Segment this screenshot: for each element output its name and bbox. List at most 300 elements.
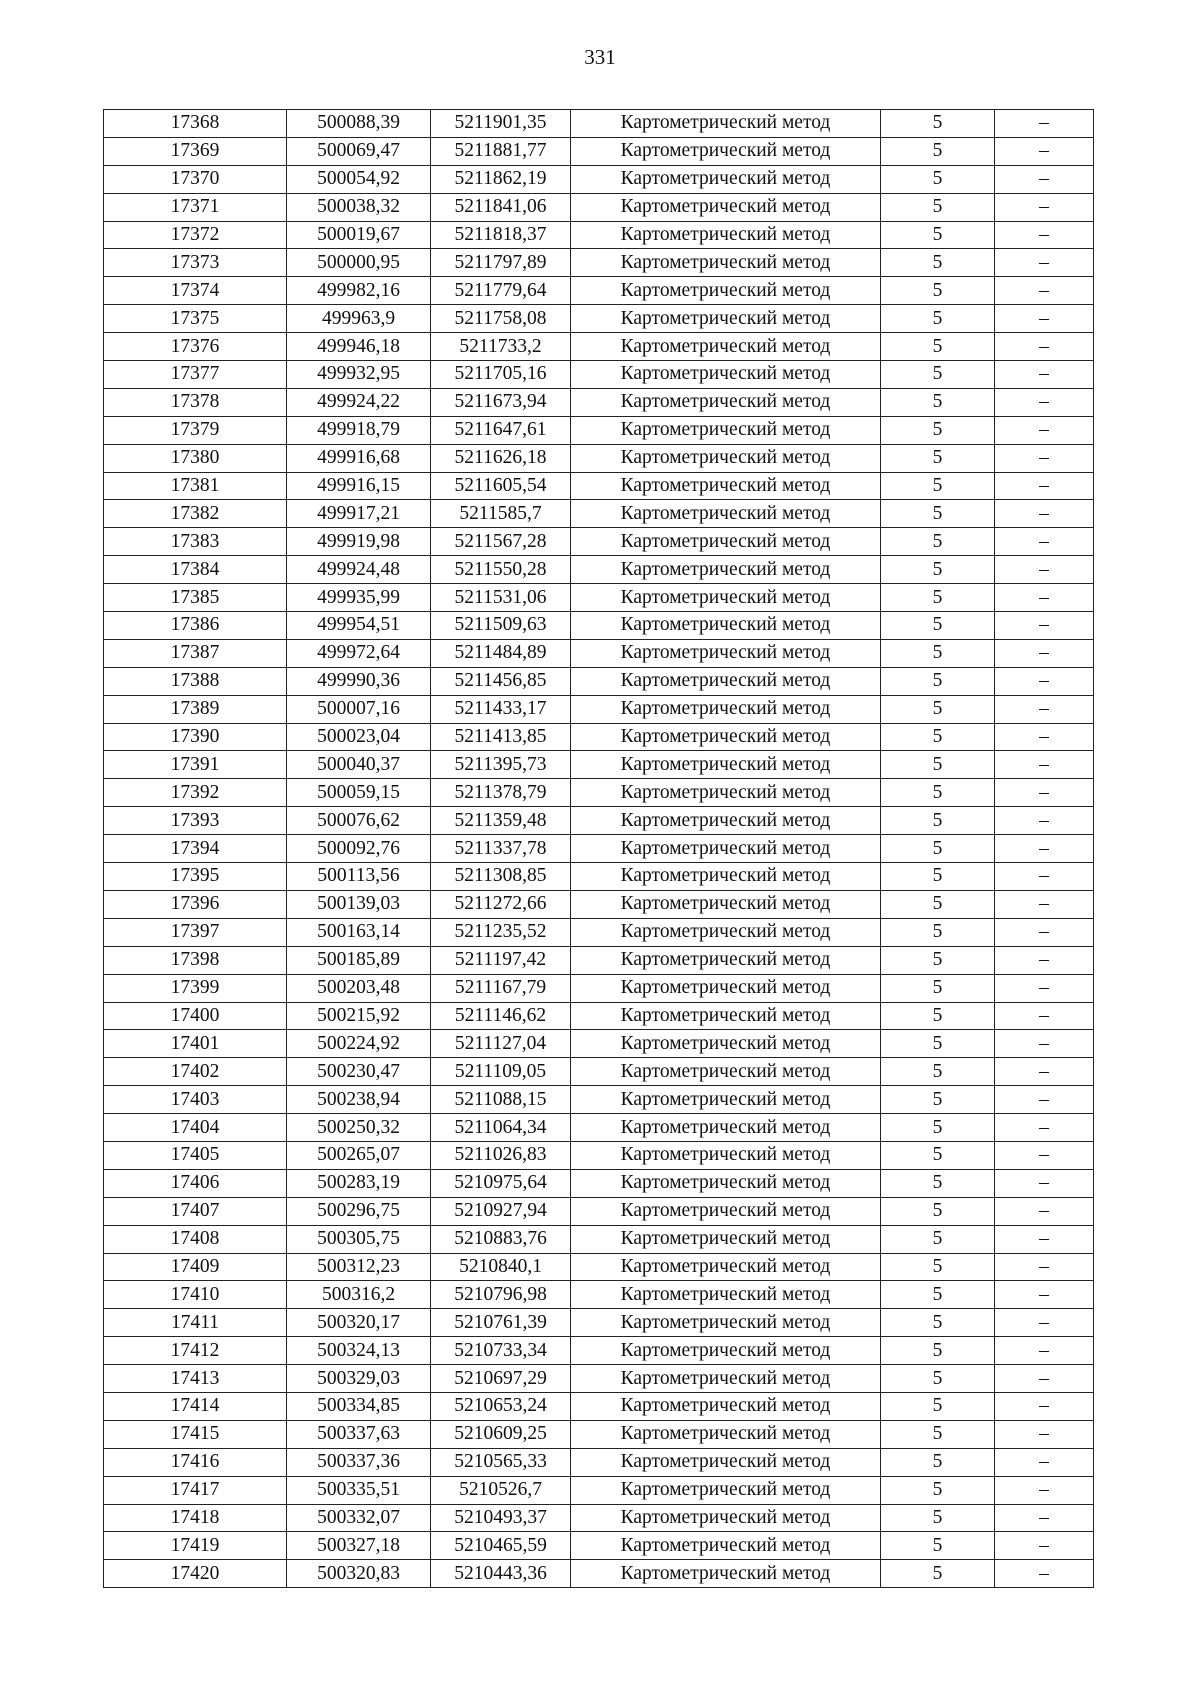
point-number-cell: 17417: [104, 1476, 287, 1504]
method-cell: Картометрический метод: [571, 1169, 881, 1197]
note-cell: –: [995, 1141, 1094, 1169]
table-row: [104, 918, 1094, 946]
y-coordinate-cell: 5211567,28: [431, 528, 571, 556]
x-coordinate-cell: 499919,98: [287, 528, 431, 556]
method-cell: Картометрический метод: [571, 1197, 881, 1225]
y-coordinate-cell: 5211626,18: [431, 444, 571, 472]
y-coordinate-cell: 5211109,05: [431, 1058, 571, 1086]
method-cell: Картометрический метод: [571, 528, 881, 556]
x-coordinate-cell: 499990,36: [287, 667, 431, 695]
table-row: [104, 946, 1094, 974]
point-number-cell: 17386: [104, 612, 287, 640]
method-cell: Картометрический метод: [571, 1002, 881, 1030]
y-coordinate-cell: 5211881,77: [431, 137, 571, 165]
y-coordinate-cell: 5211758,08: [431, 305, 571, 333]
note-cell: –: [995, 110, 1094, 138]
method-cell: Картометрический метод: [571, 695, 881, 723]
point-number-cell: 17379: [104, 416, 287, 444]
method-cell: Картометрический метод: [571, 863, 881, 891]
y-coordinate-cell: 5210883,76: [431, 1225, 571, 1253]
x-coordinate-cell: 500305,75: [287, 1225, 431, 1253]
table-row: [104, 584, 1094, 612]
x-coordinate-cell: 500038,32: [287, 193, 431, 221]
table-row: [104, 807, 1094, 835]
table-row: [104, 1448, 1094, 1476]
point-number-cell: 17409: [104, 1253, 287, 1281]
point-number-cell: 17404: [104, 1114, 287, 1142]
y-coordinate-cell: 5211705,16: [431, 361, 571, 389]
note-cell: –: [995, 1030, 1094, 1058]
y-coordinate-cell: 5211127,04: [431, 1030, 571, 1058]
method-cell: Картометрический метод: [571, 361, 881, 389]
y-coordinate-cell: 5211167,79: [431, 974, 571, 1002]
table-row: [104, 751, 1094, 779]
y-coordinate-cell: 5211901,35: [431, 110, 571, 138]
table-row: [104, 444, 1094, 472]
x-coordinate-cell: 500113,56: [287, 863, 431, 891]
table-row: [104, 1476, 1094, 1504]
table-row: [104, 1365, 1094, 1393]
note-cell: –: [995, 249, 1094, 277]
accuracy-cell: 5: [881, 1114, 995, 1142]
accuracy-cell: 5: [881, 863, 995, 891]
note-cell: –: [995, 1309, 1094, 1337]
note-cell: –: [995, 1253, 1094, 1281]
point-number-cell: 17402: [104, 1058, 287, 1086]
table-row: [104, 137, 1094, 165]
x-coordinate-cell: 499954,51: [287, 612, 431, 640]
method-cell: Картометрический метод: [571, 1086, 881, 1114]
x-coordinate-cell: 499917,21: [287, 500, 431, 528]
note-cell: –: [995, 1504, 1094, 1532]
note-cell: –: [995, 333, 1094, 361]
note-cell: –: [995, 612, 1094, 640]
y-coordinate-cell: 5211779,64: [431, 277, 571, 305]
accuracy-cell: 5: [881, 1365, 995, 1393]
x-coordinate-cell: 500007,16: [287, 695, 431, 723]
table-row: [104, 1169, 1094, 1197]
y-coordinate-cell: 5210565,33: [431, 1448, 571, 1476]
note-cell: –: [995, 500, 1094, 528]
y-coordinate-cell: 5211841,06: [431, 193, 571, 221]
point-number-cell: 17400: [104, 1002, 287, 1030]
point-number-cell: 17399: [104, 974, 287, 1002]
note-cell: –: [995, 305, 1094, 333]
point-number-cell: 17390: [104, 723, 287, 751]
method-cell: Картометрический метод: [571, 416, 881, 444]
table-row: [104, 890, 1094, 918]
accuracy-cell: 5: [881, 695, 995, 723]
accuracy-cell: 5: [881, 751, 995, 779]
y-coordinate-cell: 5211456,85: [431, 667, 571, 695]
point-number-cell: 17407: [104, 1197, 287, 1225]
point-number-cell: 17396: [104, 890, 287, 918]
y-coordinate-cell: 5211235,52: [431, 918, 571, 946]
method-cell: Картометрический метод: [571, 974, 881, 1002]
point-number-cell: 17411: [104, 1309, 287, 1337]
table-row: [104, 416, 1094, 444]
point-number-cell: 17374: [104, 277, 287, 305]
table-body: [104, 110, 1094, 1588]
method-cell: Картометрический метод: [571, 946, 881, 974]
point-number-cell: 17416: [104, 1448, 287, 1476]
note-cell: –: [995, 890, 1094, 918]
table-row: [104, 277, 1094, 305]
x-coordinate-cell: 500185,89: [287, 946, 431, 974]
point-number-cell: 17413: [104, 1365, 287, 1393]
note-cell: –: [995, 974, 1094, 1002]
accuracy-cell: 5: [881, 1058, 995, 1086]
y-coordinate-cell: 5211509,63: [431, 612, 571, 640]
method-cell: Картометрический метод: [571, 918, 881, 946]
point-number-cell: 17415: [104, 1420, 287, 1448]
point-number-cell: 17398: [104, 946, 287, 974]
accuracy-cell: 5: [881, 305, 995, 333]
method-cell: Картометрический метод: [571, 1476, 881, 1504]
x-coordinate-cell: 499963,9: [287, 305, 431, 333]
point-number-cell: 17377: [104, 361, 287, 389]
method-cell: Картометрический метод: [571, 1337, 881, 1365]
x-coordinate-cell: 500040,37: [287, 751, 431, 779]
method-cell: Картометрический метод: [571, 333, 881, 361]
y-coordinate-cell: 5210443,36: [431, 1560, 571, 1588]
point-number-cell: 17381: [104, 472, 287, 500]
x-coordinate-cell: 499916,15: [287, 472, 431, 500]
method-cell: Картометрический метод: [571, 110, 881, 138]
table-row: [104, 1002, 1094, 1030]
accuracy-cell: 5: [881, 1532, 995, 1560]
table-row: [104, 165, 1094, 193]
x-coordinate-cell: 500076,62: [287, 807, 431, 835]
x-coordinate-cell: 500327,18: [287, 1532, 431, 1560]
x-coordinate-cell: 500283,19: [287, 1169, 431, 1197]
accuracy-cell: 5: [881, 249, 995, 277]
point-number-cell: 17401: [104, 1030, 287, 1058]
note-cell: –: [995, 1448, 1094, 1476]
point-number-cell: 17388: [104, 667, 287, 695]
point-number-cell: 17376: [104, 333, 287, 361]
accuracy-cell: 5: [881, 221, 995, 249]
method-cell: Картометрический метод: [571, 667, 881, 695]
x-coordinate-cell: 499916,68: [287, 444, 431, 472]
point-number-cell: 17412: [104, 1337, 287, 1365]
y-coordinate-cell: 5211378,79: [431, 779, 571, 807]
note-cell: –: [995, 751, 1094, 779]
method-cell: Картометрический метод: [571, 1114, 881, 1142]
y-coordinate-cell: 5211673,94: [431, 388, 571, 416]
y-coordinate-cell: 5211605,54: [431, 472, 571, 500]
note-cell: –: [995, 639, 1094, 667]
y-coordinate-cell: 5210526,7: [431, 1476, 571, 1504]
x-coordinate-cell: 500088,39: [287, 110, 431, 138]
note-cell: –: [995, 1365, 1094, 1393]
note-cell: –: [995, 472, 1094, 500]
accuracy-cell: 5: [881, 1225, 995, 1253]
point-number-cell: 17397: [104, 918, 287, 946]
accuracy-cell: 5: [881, 1476, 995, 1504]
y-coordinate-cell: 5210653,24: [431, 1392, 571, 1420]
note-cell: –: [995, 1002, 1094, 1030]
method-cell: Картометрический метод: [571, 388, 881, 416]
table-row: [104, 1058, 1094, 1086]
point-number-cell: 17392: [104, 779, 287, 807]
x-coordinate-cell: 499972,64: [287, 639, 431, 667]
y-coordinate-cell: 5211026,83: [431, 1141, 571, 1169]
note-cell: –: [995, 723, 1094, 751]
y-coordinate-cell: 5211272,66: [431, 890, 571, 918]
note-cell: –: [995, 863, 1094, 891]
x-coordinate-cell: 500329,03: [287, 1365, 431, 1393]
x-coordinate-cell: 500320,83: [287, 1560, 431, 1588]
point-number-cell: 17387: [104, 639, 287, 667]
method-cell: Картометрический метод: [571, 1392, 881, 1420]
note-cell: –: [995, 779, 1094, 807]
table-row: [104, 1281, 1094, 1309]
accuracy-cell: 5: [881, 918, 995, 946]
y-coordinate-cell: 5211550,28: [431, 556, 571, 584]
y-coordinate-cell: 5211308,85: [431, 863, 571, 891]
method-cell: Картометрический метод: [571, 221, 881, 249]
method-cell: Картометрический метод: [571, 305, 881, 333]
x-coordinate-cell: 500265,07: [287, 1141, 431, 1169]
method-cell: Картометрический метод: [571, 751, 881, 779]
y-coordinate-cell: 5211433,17: [431, 695, 571, 723]
x-coordinate-cell: 499982,16: [287, 277, 431, 305]
x-coordinate-cell: 500238,94: [287, 1086, 431, 1114]
x-coordinate-cell: 500334,85: [287, 1392, 431, 1420]
accuracy-cell: 5: [881, 612, 995, 640]
point-number-cell: 17370: [104, 165, 287, 193]
point-number-cell: 17380: [104, 444, 287, 472]
accuracy-cell: 5: [881, 193, 995, 221]
point-number-cell: 17384: [104, 556, 287, 584]
note-cell: –: [995, 165, 1094, 193]
accuracy-cell: 5: [881, 416, 995, 444]
point-number-cell: 17389: [104, 695, 287, 723]
method-cell: Картометрический метод: [571, 1560, 881, 1588]
x-coordinate-cell: 500092,76: [287, 835, 431, 863]
table-row: [104, 1197, 1094, 1225]
method-cell: Картометрический метод: [571, 1504, 881, 1532]
method-cell: Картометрический метод: [571, 277, 881, 305]
note-cell: –: [995, 1560, 1094, 1588]
table-row: [104, 333, 1094, 361]
y-coordinate-cell: 5211197,42: [431, 946, 571, 974]
accuracy-cell: 5: [881, 1253, 995, 1281]
x-coordinate-cell: 500203,48: [287, 974, 431, 1002]
note-cell: –: [995, 556, 1094, 584]
accuracy-cell: 5: [881, 1169, 995, 1197]
table-row: [104, 1309, 1094, 1337]
accuracy-cell: 5: [881, 807, 995, 835]
table-row: [104, 1030, 1094, 1058]
x-coordinate-cell: 500059,15: [287, 779, 431, 807]
table-row: [104, 667, 1094, 695]
accuracy-cell: 5: [881, 1448, 995, 1476]
point-number-cell: 17419: [104, 1532, 287, 1560]
table-row: [104, 723, 1094, 751]
note-cell: –: [995, 1225, 1094, 1253]
note-cell: –: [995, 1392, 1094, 1420]
table-row: [104, 1225, 1094, 1253]
method-cell: Картометрический метод: [571, 556, 881, 584]
note-cell: –: [995, 1337, 1094, 1365]
x-coordinate-cell: 500332,07: [287, 1504, 431, 1532]
page-number: 331: [584, 45, 616, 69]
method-cell: Картометрический метод: [571, 1058, 881, 1086]
accuracy-cell: 5: [881, 165, 995, 193]
method-cell: Картометрический метод: [571, 500, 881, 528]
table-row: [104, 528, 1094, 556]
accuracy-cell: 5: [881, 779, 995, 807]
x-coordinate-cell: 500316,2: [287, 1281, 431, 1309]
x-coordinate-cell: 500312,23: [287, 1253, 431, 1281]
table-row: [104, 974, 1094, 1002]
accuracy-cell: 5: [881, 1392, 995, 1420]
x-coordinate-cell: 500337,36: [287, 1448, 431, 1476]
x-coordinate-cell: 500000,95: [287, 249, 431, 277]
x-coordinate-cell: 500139,03: [287, 890, 431, 918]
y-coordinate-cell: 5211359,48: [431, 807, 571, 835]
note-cell: –: [995, 528, 1094, 556]
point-number-cell: 17391: [104, 751, 287, 779]
y-coordinate-cell: 5211797,89: [431, 249, 571, 277]
method-cell: Картометрический метод: [571, 1225, 881, 1253]
x-coordinate-cell: 499924,48: [287, 556, 431, 584]
table-row: [104, 1420, 1094, 1448]
x-coordinate-cell: 500337,63: [287, 1420, 431, 1448]
point-number-cell: 17408: [104, 1225, 287, 1253]
note-cell: –: [995, 1197, 1094, 1225]
accuracy-cell: 5: [881, 500, 995, 528]
note-cell: –: [995, 695, 1094, 723]
point-number-cell: 17371: [104, 193, 287, 221]
y-coordinate-cell: 5211088,15: [431, 1086, 571, 1114]
point-number-cell: 17393: [104, 807, 287, 835]
accuracy-cell: 5: [881, 890, 995, 918]
table-row: [104, 1504, 1094, 1532]
note-cell: –: [995, 584, 1094, 612]
note-cell: –: [995, 193, 1094, 221]
point-number-cell: 17403: [104, 1086, 287, 1114]
method-cell: Картометрический метод: [571, 1030, 881, 1058]
note-cell: –: [995, 1476, 1094, 1504]
table-row: [104, 779, 1094, 807]
note-cell: –: [995, 1420, 1094, 1448]
y-coordinate-cell: 5211862,19: [431, 165, 571, 193]
accuracy-cell: 5: [881, 1337, 995, 1365]
point-number-cell: 17375: [104, 305, 287, 333]
accuracy-cell: 5: [881, 1309, 995, 1337]
table-row: [104, 1086, 1094, 1114]
method-cell: Картометрический метод: [571, 779, 881, 807]
x-coordinate-cell: 500069,47: [287, 137, 431, 165]
method-cell: Картометрический метод: [571, 249, 881, 277]
note-cell: –: [995, 667, 1094, 695]
table-row: [104, 835, 1094, 863]
note-cell: –: [995, 1086, 1094, 1114]
point-number-cell: 17373: [104, 249, 287, 277]
table-row: [104, 1114, 1094, 1142]
table-row: [104, 193, 1094, 221]
accuracy-cell: 5: [881, 137, 995, 165]
note-cell: –: [995, 1532, 1094, 1560]
accuracy-cell: 5: [881, 723, 995, 751]
y-coordinate-cell: 5211413,85: [431, 723, 571, 751]
table-row: [104, 612, 1094, 640]
x-coordinate-cell: 500320,17: [287, 1309, 431, 1337]
x-coordinate-cell: 500054,92: [287, 165, 431, 193]
point-number-cell: 17406: [104, 1169, 287, 1197]
method-cell: Картометрический метод: [571, 1448, 881, 1476]
table-row: [104, 1532, 1094, 1560]
accuracy-cell: 5: [881, 639, 995, 667]
note-cell: –: [995, 1114, 1094, 1142]
x-coordinate-cell: 500250,32: [287, 1114, 431, 1142]
accuracy-cell: 5: [881, 974, 995, 1002]
x-coordinate-cell: 500224,92: [287, 1030, 431, 1058]
y-coordinate-cell: 5211531,06: [431, 584, 571, 612]
method-cell: Картометрический метод: [571, 584, 881, 612]
method-cell: Картометрический метод: [571, 723, 881, 751]
y-coordinate-cell: 5211064,34: [431, 1114, 571, 1142]
table-row: [104, 500, 1094, 528]
x-coordinate-cell: 499932,95: [287, 361, 431, 389]
note-cell: –: [995, 277, 1094, 305]
accuracy-cell: 5: [881, 1030, 995, 1058]
method-cell: Картометрический метод: [571, 639, 881, 667]
accuracy-cell: 5: [881, 361, 995, 389]
table-row: [104, 388, 1094, 416]
y-coordinate-cell: 5211395,73: [431, 751, 571, 779]
table-row: [104, 556, 1094, 584]
point-number-cell: 17378: [104, 388, 287, 416]
x-coordinate-cell: 500335,51: [287, 1476, 431, 1504]
table-row: [104, 1392, 1094, 1420]
x-coordinate-cell: 499935,99: [287, 584, 431, 612]
method-cell: Картометрический метод: [571, 890, 881, 918]
point-number-cell: 17383: [104, 528, 287, 556]
table-row: [104, 1141, 1094, 1169]
x-coordinate-cell: 500215,92: [287, 1002, 431, 1030]
table-row: [104, 1337, 1094, 1365]
point-number-cell: 17395: [104, 863, 287, 891]
note-cell: –: [995, 137, 1094, 165]
table-row: [104, 305, 1094, 333]
point-number-cell: 17369: [104, 137, 287, 165]
method-cell: Картометрический метод: [571, 1253, 881, 1281]
y-coordinate-cell: 5211146,62: [431, 1002, 571, 1030]
x-coordinate-cell: 500163,14: [287, 918, 431, 946]
accuracy-cell: 5: [881, 333, 995, 361]
x-coordinate-cell: 500023,04: [287, 723, 431, 751]
accuracy-cell: 5: [881, 1281, 995, 1309]
y-coordinate-cell: 5210840,1: [431, 1253, 571, 1281]
table-row: [104, 472, 1094, 500]
y-coordinate-cell: 5210609,25: [431, 1420, 571, 1448]
note-cell: –: [995, 416, 1094, 444]
y-coordinate-cell: 5210493,37: [431, 1504, 571, 1532]
point-number-cell: 17385: [104, 584, 287, 612]
table-row: [104, 639, 1094, 667]
method-cell: Картометрический метод: [571, 193, 881, 221]
point-number-cell: 17418: [104, 1504, 287, 1532]
accuracy-cell: 5: [881, 1141, 995, 1169]
note-cell: –: [995, 946, 1094, 974]
x-coordinate-cell: 499924,22: [287, 388, 431, 416]
method-cell: Картометрический метод: [571, 835, 881, 863]
point-number-cell: 17405: [104, 1141, 287, 1169]
